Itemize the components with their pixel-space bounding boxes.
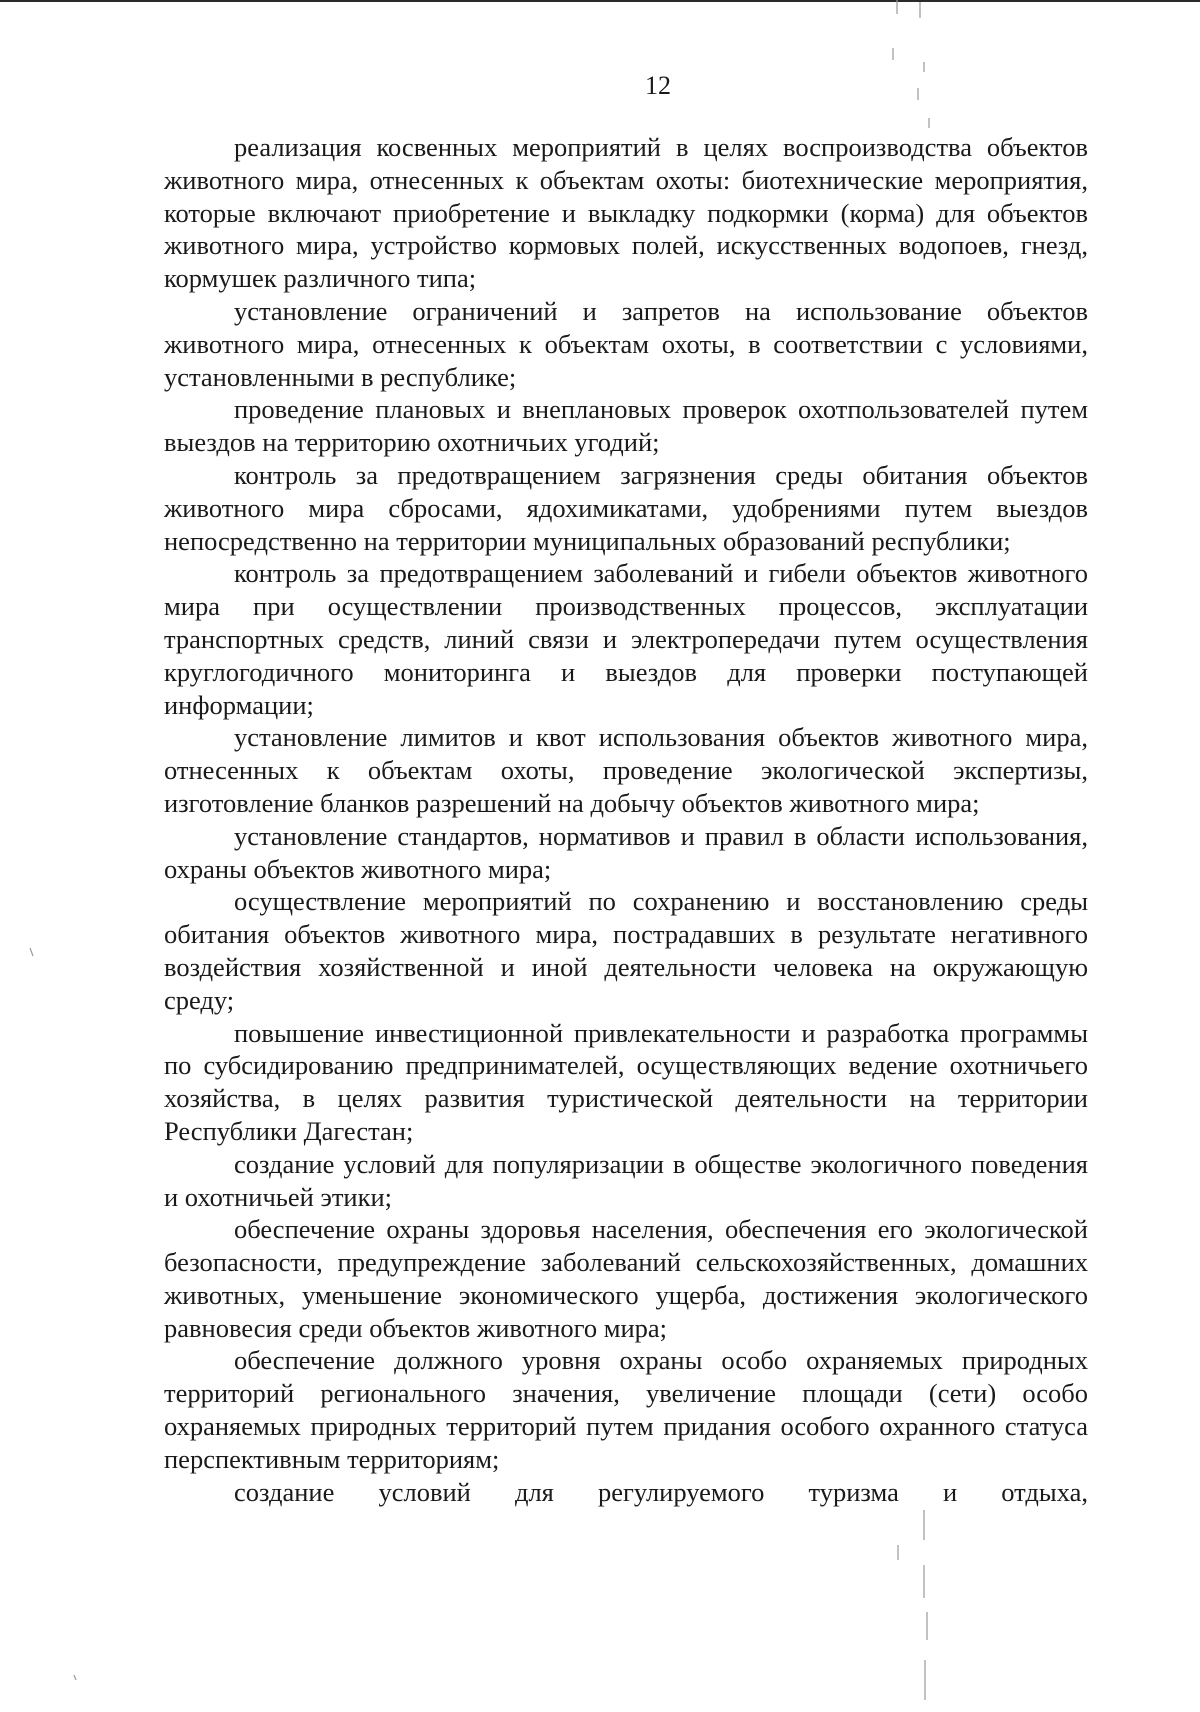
paragraph-13: создание условий для регулируемого туризма и отдыха, [234,1476,1088,1507]
paragraph-12: обеспечение должного уровня охраны особо охраняемых природных территорий регионального значения, увеличение площади (сети) особо охраняемых природных территорий путем придания особого охранного статуса перспективным территориям; [164,1345,1088,1474]
document-body [164,131,1088,1508]
page-number: 12 [645,71,671,100]
paragraph-4: контроль за предотвращением загрязнения среды обитания объектов животного мира сбросами, ядохимикатами, удобрениями путем выездов непосредственно на территории муниципальных образований республики; [164,459,1088,556]
paragraph-10: создание условий для популяризации в обществе экологичного поведения и охотничьей этики; [164,1148,1088,1212]
paragraph-8: осуществление мероприятий по сохранению и восстановлению среды обитания объектов животного мира, пострадавших в результате негативного воздействия хозяйственной и иной деятельности человека на окружающую среду; [164,886,1088,1015]
paragraph-9: повышение инвестиционной привлекательности и разработка программы по субсидированию предпринимателей, осуществляющих ведение охотничьего хозяйства, в целях развития туристической деятельности на территории Республики Дагестан; [164,1017,1088,1146]
paragraph-7: установление стандартов, нормативов и правил в области использования, охраны объектов животного мира; [164,820,1088,884]
scan-top-edge [0,0,1200,2]
paragraph-5: контроль за предотвращением заболеваний и гибели объектов животного мира при осуществлении производственных процессов, эксплуатации транспортных средств, линий связи и электропередачи путем осуществления круглогодичного мониторинга и выездов для проверки поступающей информации; [164,558,1088,720]
paragraph-6: установление лимитов и квот использования объектов животного мира, отнесенных к объектам охоты, проведение экологической экспертизы, изготовление бланков разрешений на добычу объектов животного мира; [164,722,1088,818]
paragraph-1: реализация косвенных мероприятий в целях воспроизводства объектов животного мира, отнесенных к объектам охоты: биотехнические мероприятия, которые включают приобретение и выкладку подкормки (корма) для объектов животного мира, устройство кормовых полей, искусственных водопоев, гнезд, кормушек различного типа; [164,132,1088,294]
paragraph-11: обеспечение охраны здоровья населения, обеспечения его экологической безопасности, предупреждение заболеваний сельскохозяйственных, домашних животных, уменьшение экономического ущерба, достижения экологического равновесия среди объектов животного мира; [164,1214,1088,1343]
paragraph-3: проведение плановых и внеплановых проверок охотпользователей путем выездов на территорию охотничьих угодий; [164,394,1088,458]
paragraph-2: установление ограничений и запретов на использование объектов животного мира, отнесенных к объектам охоты, в соответствии с условиями, установленными в республике; [164,295,1088,392]
